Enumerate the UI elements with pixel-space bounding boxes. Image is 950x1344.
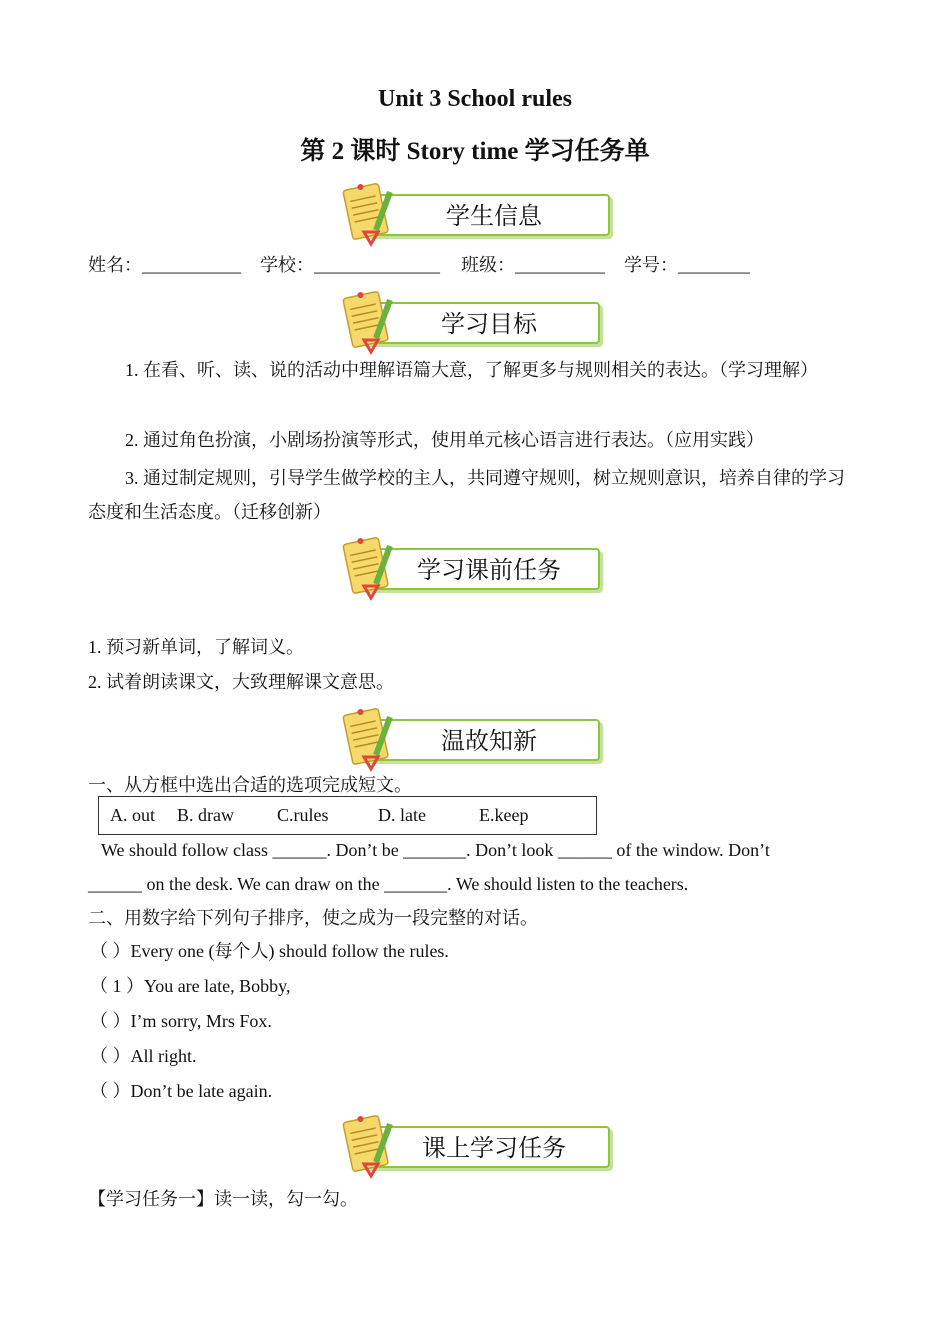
document-title: Unit 3 School rules xyxy=(377,86,572,112)
dialogue-text: All right. xyxy=(130,1046,197,1066)
dialogue-text: You are late, Bobby, xyxy=(144,976,291,996)
passage-line-1: We should follow class ______. Don’t be _______. Don’t look ______ of the window. Don’t xyxy=(101,840,770,860)
order-blank[interactable]: （ ） xyxy=(90,1011,131,1031)
section-banner-in-class xyxy=(338,1118,610,1174)
order-blank[interactable]: （ ） xyxy=(90,941,131,961)
section-banner-review xyxy=(338,711,600,767)
objective-1: 1. 在看、听、读、说的活动中理解语篇大意，了解更多与规则相关的表达。（学习理解） xyxy=(125,360,818,380)
option-e: E.keep xyxy=(479,805,529,825)
option-a: A. out xyxy=(110,805,155,825)
section-banner-label: 学生信息 xyxy=(446,202,542,230)
order-blank[interactable]: （ ） xyxy=(90,1046,131,1066)
option-d: D. late xyxy=(378,805,426,825)
order-blank[interactable]: （ 1 ） xyxy=(90,976,144,996)
option-b: B. draw xyxy=(177,805,234,825)
objective-2: 2. 通过角色扮演，小剧场扮演等形式，使用单元核心语言进行表达。（应用实践） xyxy=(125,430,764,450)
review-part1-title: 一、从方框中选出合适的选项完成短文。 xyxy=(88,775,412,795)
options-box xyxy=(98,796,597,835)
objective-3: 3. 通过制定规则，引导学生做学校的主人，共同遵守规则，树立规则意识，培养自律的学习态度和生活态度。（迁移创新） xyxy=(88,468,845,522)
section-banner-pre-class xyxy=(338,540,600,596)
section-banner-student-info xyxy=(338,186,610,242)
dialogue-text: Don’t be late again. xyxy=(130,1081,273,1101)
student-number-field[interactable]: 学号：________ xyxy=(624,255,750,275)
dialogue-text: Every one (每个人) should follow the rules. xyxy=(130,941,449,961)
dialogue-row xyxy=(90,939,449,963)
task-1-heading: 【学习任务一】读一读，勾一勾。 xyxy=(88,1189,358,1209)
dialogue-text: I’m sorry, Mrs Fox. xyxy=(130,1011,272,1031)
review-part2-title: 二、用数字给下列句子排序，使之成为一段完整的对话。 xyxy=(88,908,538,928)
dialogue-row xyxy=(90,974,291,998)
section-banner-objectives xyxy=(338,294,600,350)
section-banner-label: 学习目标 xyxy=(441,310,537,338)
section-banner-label: 温故知新 xyxy=(441,727,537,755)
dialogue-row xyxy=(90,1044,197,1068)
section-banner-label: 课上学习任务 xyxy=(422,1134,566,1162)
class-field[interactable]: 班级：__________ xyxy=(461,255,605,275)
passage-line-2: ______ on the desk. We can draw on the _______. We should listen to the teachers. xyxy=(88,874,689,894)
document-subtitle: 第 2 课时 Story time 学习任务单 xyxy=(300,138,650,165)
name-field[interactable]: 姓名：___________ xyxy=(88,255,241,275)
dialogue-row xyxy=(90,1009,272,1033)
school-field[interactable]: 学校：______________ xyxy=(260,255,440,275)
dialogue-row xyxy=(90,1079,272,1103)
section-banner-label: 学习课前任务 xyxy=(417,556,561,584)
pre-task-2: 2. 试着朗读课文，大致理解课文意思。 xyxy=(88,672,394,692)
order-blank[interactable]: （ ） xyxy=(90,1081,131,1101)
pre-task-1: 1. 预习新单词，了解词义。 xyxy=(88,637,304,657)
option-c: C.rules xyxy=(277,805,329,825)
